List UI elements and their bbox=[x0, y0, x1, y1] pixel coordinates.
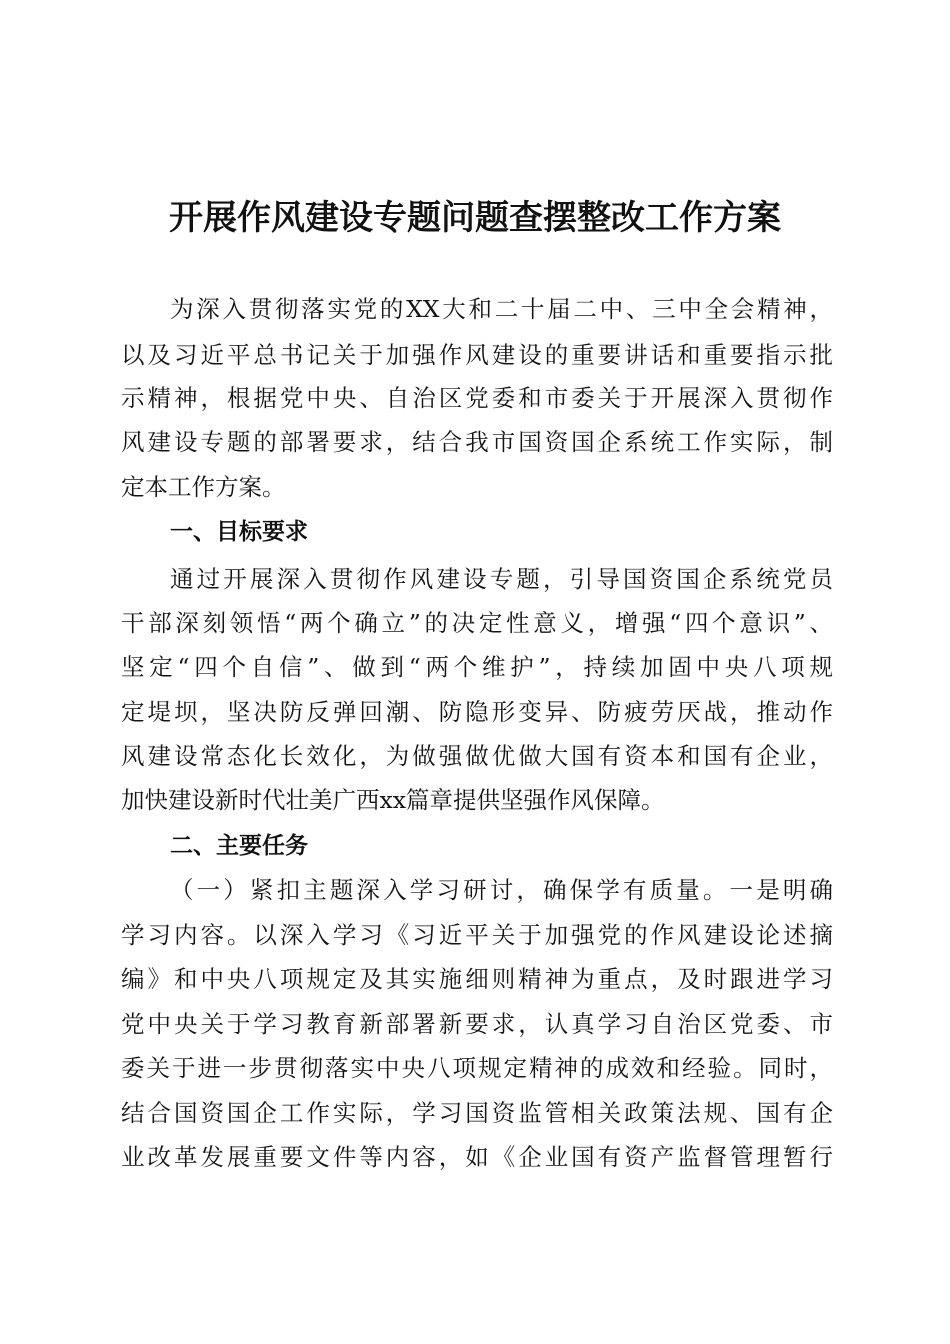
goals-line-3: 坚定“四个自信”、做到“两个维护”，持续加固中央八项规 bbox=[121, 653, 833, 681]
section-heading-tasks: 二、主要任务 bbox=[170, 833, 308, 859]
intro-line-2: 以及习近平总书记关于加强作风建设的重要讲话和重要指示批 bbox=[121, 341, 833, 369]
goals-line-5: 风建设常态化长效化，为做强做优做大国有资本和国有企业， bbox=[121, 742, 833, 770]
intro-line-4: 风建设专题的部署要求，结合我市国资国企系统工作实际，制 bbox=[121, 428, 833, 456]
goals-line-4: 定堤坝，坚决防反弹回潮、防隐形变异、防疲劳厌战，推动作 bbox=[121, 698, 833, 726]
tasks-line-7: 业改革发展重要文件等内容，如《企业国有资产监督管理暂行 bbox=[121, 1143, 833, 1171]
tasks-line-5: 委关于进一步贯彻落实中央八项规定精神的成效和经验。同时， bbox=[121, 1054, 833, 1082]
tasks-line-3: 编》和中央八项规定及其实施细则精神为重点，及时跟进学习 bbox=[121, 965, 833, 993]
intro-line-3: 示精神，根据党中央、自治区党委和市委关于开展深入贯彻作 bbox=[121, 384, 833, 412]
section-heading-goals: 一、目标要求 bbox=[170, 519, 308, 545]
document-title: 开展作风建设专题问题查摆整改工作方案 bbox=[169, 198, 781, 238]
intro-line-5: 定本工作方案。 bbox=[121, 473, 286, 501]
tasks-line-1: （一）紧扣主题深入学习研讨，确保学有质量。一是明确 bbox=[170, 876, 833, 904]
tasks-line-4: 党中央关于学习教育新部署新要求，认真学习自治区党委、市 bbox=[121, 1010, 833, 1038]
goals-line-2: 干部深刻领悟“两个确立”的决定性意义，增强“四个意识”、 bbox=[121, 609, 833, 637]
goals-line-1: 通过开展深入贯彻作风建设专题，引导国资国企系统党员 bbox=[170, 565, 833, 593]
tasks-line-6: 结合国资国企工作实际，学习国资监管相关政策法规、国有企 bbox=[121, 1099, 833, 1127]
intro-line-1: 为深入贯彻落实党的XX大和二十届二中、三中全会精神， bbox=[170, 295, 833, 323]
tasks-line-2: 学习内容。以深入学习《习近平关于加强党的作风建设论述摘 bbox=[121, 921, 833, 949]
goals-line-6: 加快建设新时代壮美广西xx篇章提供坚强作风保障。 bbox=[121, 786, 665, 814]
